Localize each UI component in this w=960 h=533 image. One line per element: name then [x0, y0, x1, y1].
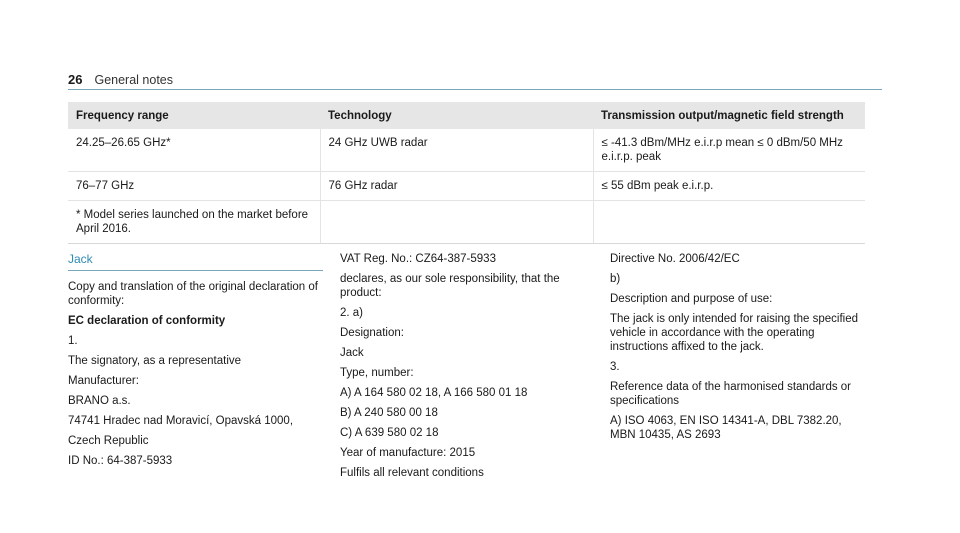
table-footnote: * Model series launched on the market before April 2016. — [68, 201, 320, 244]
paragraph: Czech Republic — [68, 435, 149, 447]
table-cell: 24.25–26.65 GHz* — [68, 129, 320, 172]
jack-heading: Jack — [68, 252, 323, 271]
jack-column-3 — [610, 252, 870, 448]
page-header — [68, 72, 173, 87]
table-cell — [320, 201, 593, 244]
paragraph: 3. — [610, 361, 620, 373]
paragraph: Fulfils all relevant conditions — [340, 467, 484, 479]
paragraph: Designation: — [340, 327, 404, 339]
paragraph: A) A 164 580 02 18, A 166 580 01 18 — [340, 387, 528, 399]
declaration-heading: EC declaration of conformity — [68, 315, 226, 327]
paragraph: Jack — [340, 347, 364, 359]
table-cell: ≤ 55 dBm peak e.i.r.p. — [593, 172, 865, 201]
section-title: General notes — [94, 73, 173, 87]
paragraph: Reference data of the harmonised standards or specifications — [610, 381, 852, 407]
table-cell: 76–77 GHz — [68, 172, 320, 201]
paragraph: The jack is only intended for raising the specified vehicle in accordance with the operating instructions affixed to the jack. — [610, 313, 859, 353]
paragraph: Copy and translation of the original declaration of conformity: — [68, 281, 318, 307]
column-header: Technology — [320, 102, 593, 129]
jack-column-2 — [340, 252, 590, 486]
table-cell: 24 GHz UWB radar — [320, 129, 593, 172]
paragraph: ID No.: 64-387-5933 — [68, 455, 173, 467]
paragraph: Type, number: — [340, 367, 414, 379]
column-header: Frequency range — [68, 102, 320, 129]
table-cell: 76 GHz radar — [320, 172, 593, 201]
paragraph: b) — [610, 273, 621, 285]
paragraph: VAT Reg. No.: CZ64-387-5933 — [340, 253, 496, 265]
paragraph: Directive No. 2006/42/EC — [610, 253, 740, 265]
table-row — [68, 172, 865, 201]
paragraph: The signatory, as a representative — [68, 355, 242, 367]
paragraph: BRANO a.s. — [68, 395, 131, 407]
table-footnote-row — [68, 201, 865, 244]
paragraph: C) A 639 580 02 18 — [340, 427, 439, 439]
paragraph: Year of manufacture: 2015 — [340, 447, 476, 459]
header-divider — [68, 89, 882, 90]
column-header: Transmission output/magnetic field strength — [593, 102, 865, 129]
paragraph: 2. a) — [340, 307, 364, 319]
paragraph: Manufacturer: — [68, 375, 139, 387]
table-row — [68, 129, 865, 172]
page-number: 26 — [68, 72, 83, 87]
paragraph: declares, as our sole responsibility, that the product: — [340, 273, 560, 299]
table-header-row — [68, 102, 865, 129]
paragraph: A) ISO 4063, EN ISO 14341-A, DBL 7382.20, MBN 10435, AS 2693 — [610, 415, 842, 441]
paragraph: Description and purpose of use: — [610, 293, 773, 305]
paragraph: 1. — [68, 335, 78, 347]
table-cell: ≤ -41.3 dBm/MHz e.i.r.p mean ≤ 0 dBm/50 MHz e.i.r.p. peak — [593, 129, 865, 172]
paragraph: B) A 240 580 00 18 — [340, 407, 438, 419]
paragraph: 74741 Hradec nad Moravicí, Opavská 1000, — [68, 415, 294, 427]
frequency-table — [68, 102, 865, 244]
table-cell — [593, 201, 865, 244]
jack-column-1 — [68, 252, 323, 474]
